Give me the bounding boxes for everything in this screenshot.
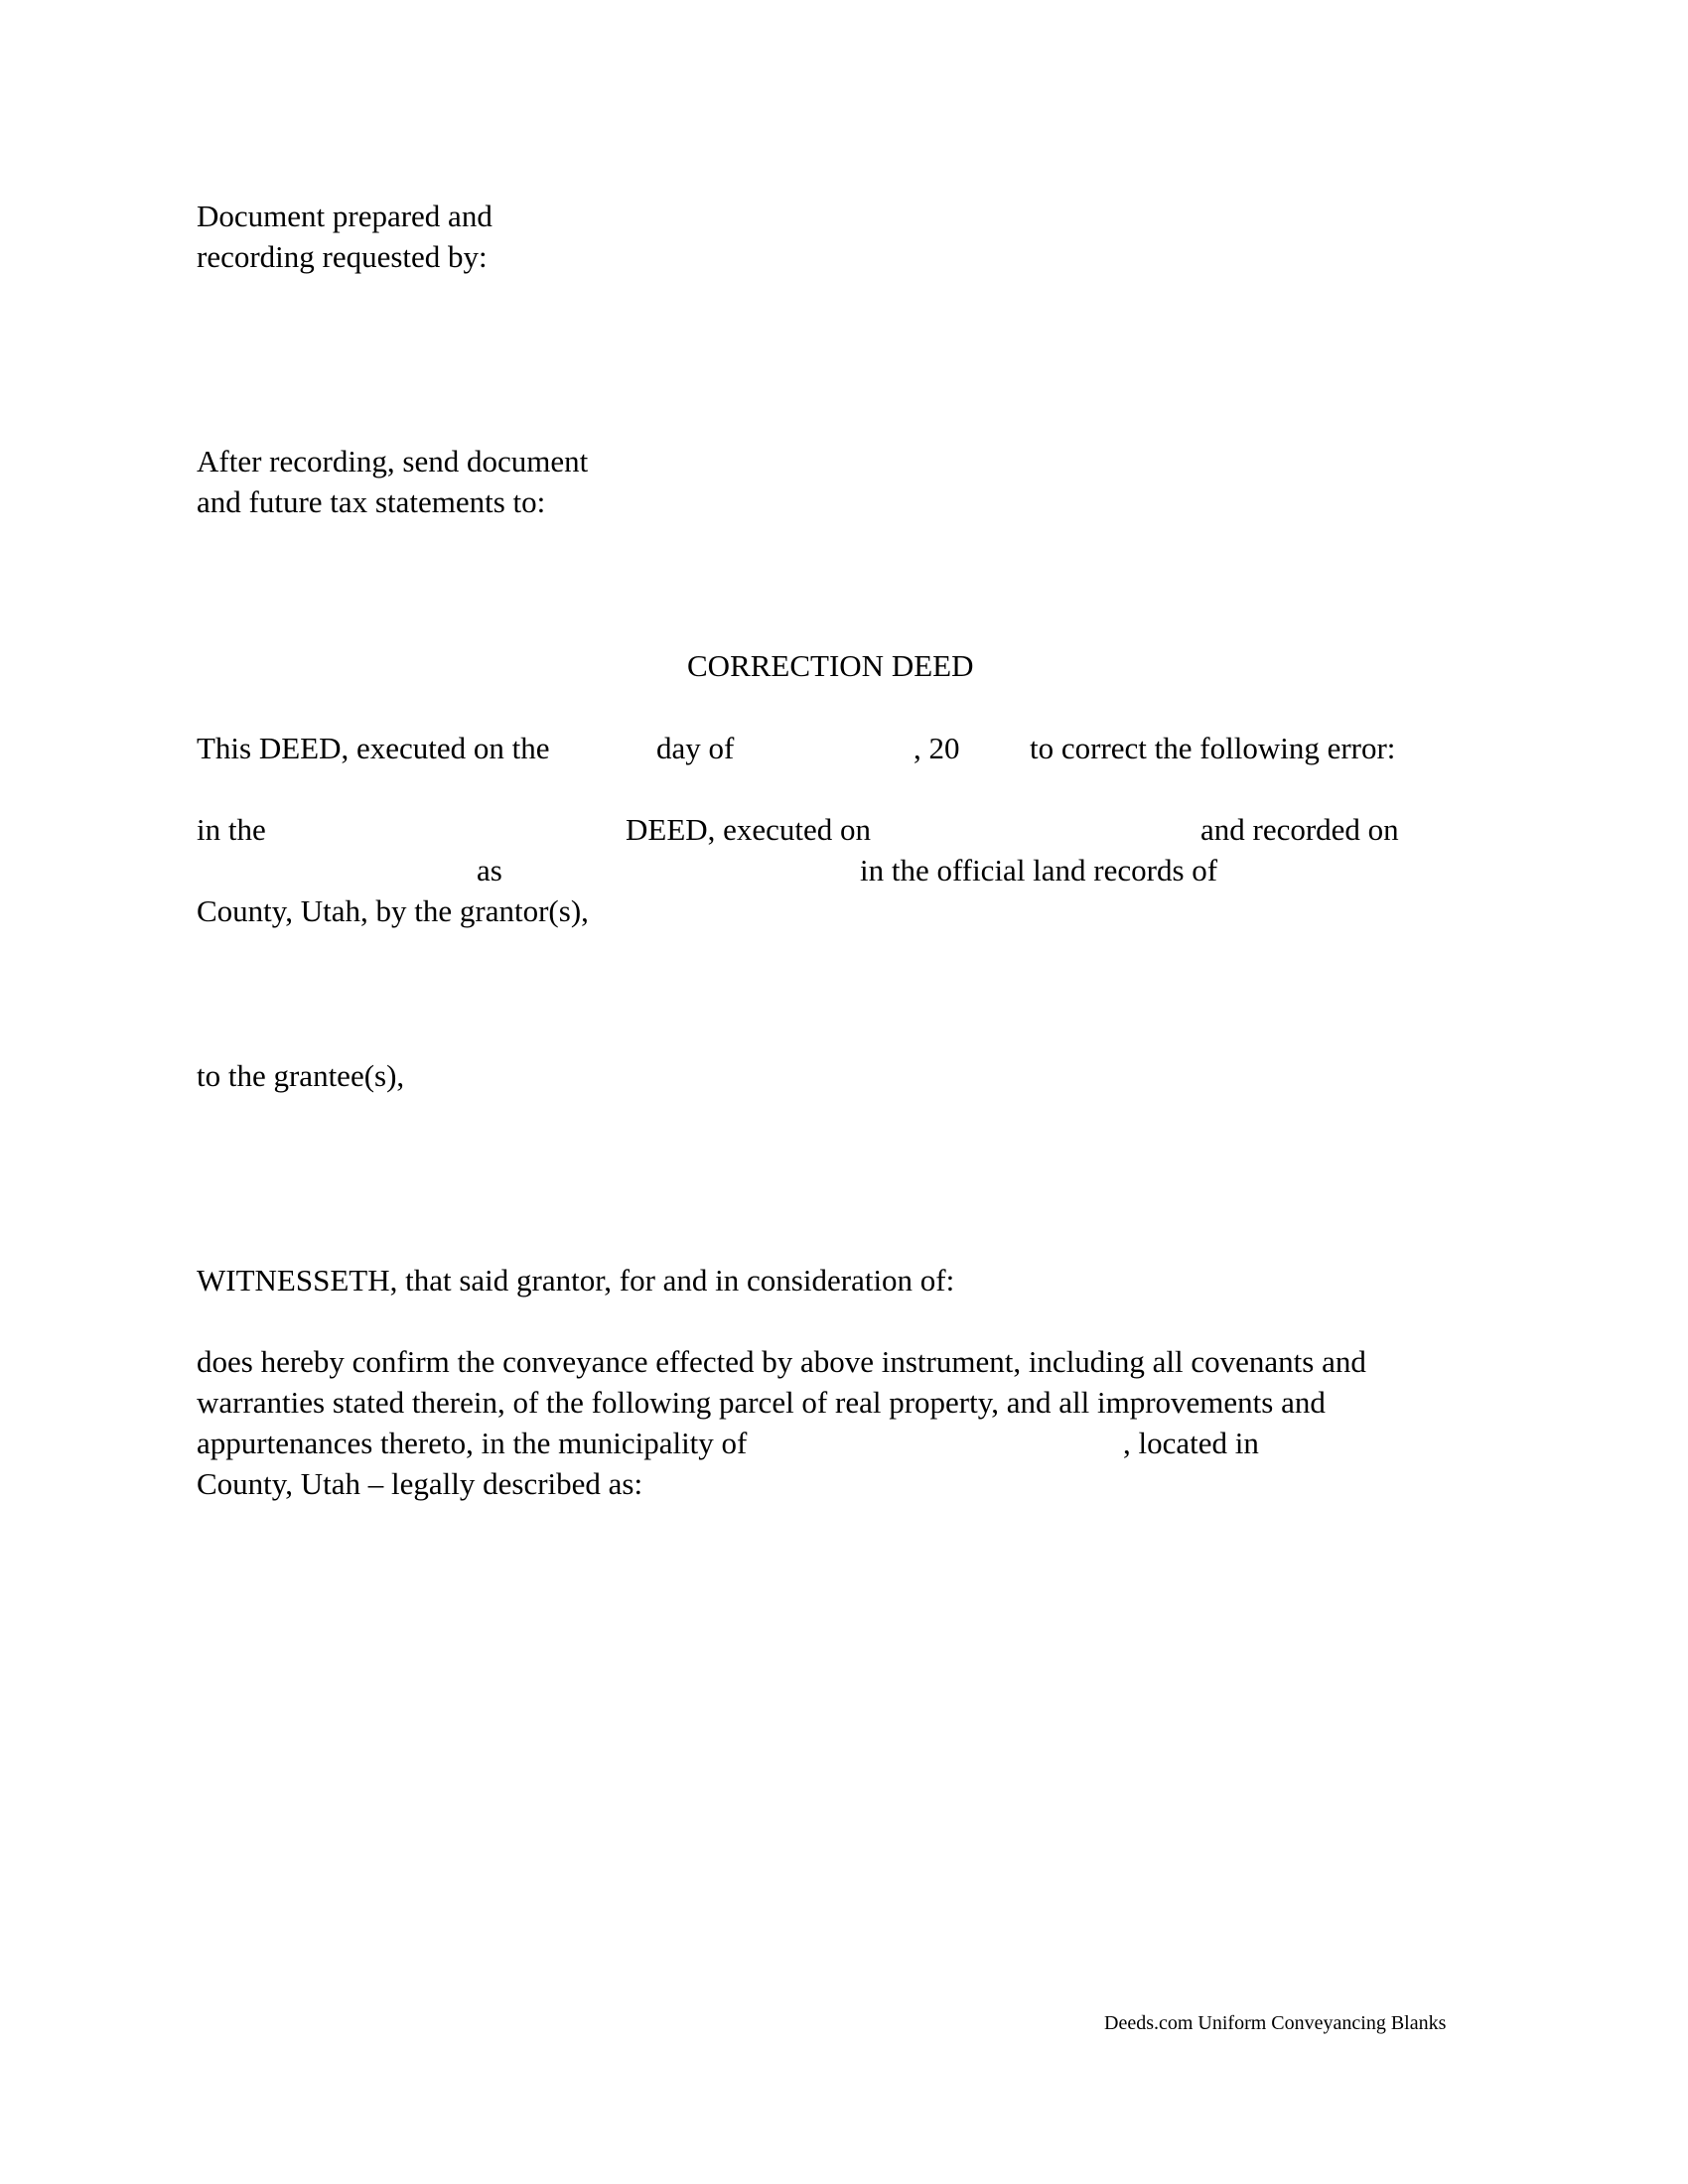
prior-deed-text-3: and recorded on — [1200, 812, 1399, 847]
recital-text-1: This DEED, executed on the — [197, 731, 550, 765]
recital-text-2: day of — [656, 731, 735, 765]
return-address-label-line2: and future tax statements to: — [197, 484, 546, 519]
prepared-by-label-line1: Document prepared and — [197, 199, 492, 233]
conveyance-line-1: does hereby confirm the conveyance effected by above instrument, including all covenants and — [197, 1344, 1366, 1379]
conveyance-line-2: warranties stated therein, of the following parcel of real property, and all improvements and — [197, 1385, 1326, 1420]
conveyance-line-3a: appurtenances thereto, in the municipality of — [197, 1426, 748, 1460]
recital-text-4: to correct the following error: — [1030, 731, 1396, 765]
prior-deed-text-4: as — [477, 853, 502, 887]
footer-credit: Deeds.com Uniform Conveyancing Blanks — [1104, 2012, 1447, 2034]
prior-deed-text-5: in the official land records of — [860, 853, 1218, 887]
document-title: CORRECTION DEED — [687, 648, 974, 683]
witnesseth-clause: WITNESSETH, that said grantor, for and in consideration of: — [197, 1263, 955, 1297]
prior-deed-text-2: DEED, executed on — [626, 812, 872, 847]
prior-deed-text-1: in the — [197, 812, 266, 847]
prior-deed-text-6: County, Utah, by the grantor(s), — [197, 893, 589, 928]
conveyance-line-4: County, Utah – legally described as: — [197, 1466, 643, 1501]
grantee-label: to the grantee(s), — [197, 1058, 405, 1093]
prepared-by-label-line2: recording requested by: — [197, 239, 488, 274]
recital-text-3: , 20 — [914, 731, 960, 765]
return-address-label-line1: After recording, send document — [197, 444, 589, 478]
conveyance-line-3b: , located in — [1123, 1426, 1259, 1460]
